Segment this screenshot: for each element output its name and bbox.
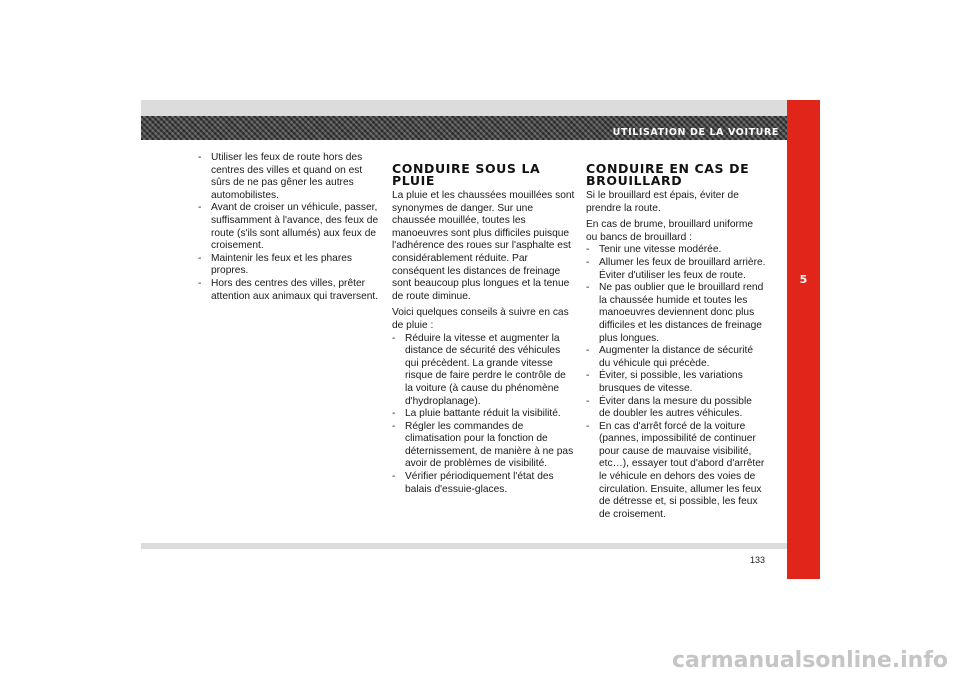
list-item: - Tenir une vitesse modérée.	[586, 244, 766, 257]
section-title: UTILISATION DE LA VOITURE	[612, 127, 779, 138]
list-item: - La pluie battante réduit la visibilité.	[392, 408, 576, 421]
headlight-tips-list	[198, 152, 380, 303]
chapter-number: 5	[799, 273, 808, 286]
rain-heading: CONDUIRE SOUS LA PLUIE	[392, 161, 541, 188]
footer-line	[141, 543, 787, 549]
list-item: - Utiliser les feux de route hors des centres des villes et quand on est sûrs de ne pas gêner les autres automobilistes.	[198, 152, 380, 202]
list-item: - Éviter, si possible, les variations brusques de vitesse.	[586, 370, 766, 395]
fog-tips-list	[586, 244, 766, 521]
list-item: - Éviter dans la mesure du possible de doubler les autres véhicules.	[586, 396, 766, 421]
list-item: - Hors des centres des villes, prêter attention aux animaux qui traversent.	[198, 278, 380, 303]
chapter-tab	[787, 100, 820, 579]
list-item: - Régler les commandes de climatisation pour la fonction de déternissement, de manière à ne pas avoir de problèmes de visibilité.	[392, 421, 576, 471]
list-item: - Avant de croiser un véhicule, passer, suffisamment à l'avance, des feux de route (s'ils sont allumés) aux feux de croisement.	[198, 202, 380, 252]
fog-paragraph-1: Si le brouillard est épais, éviter de prendre la route.	[586, 190, 739, 214]
page-number: 133	[749, 555, 765, 565]
rain-paragraph-1: La pluie et les chaussées mouillées sont synonymes de danger. Sur une chaussée mouillée, toutes les manoeuvres sont plus difficiles puisque l'adhérence des roues sur l'asphalte est considérablement réduite. Par conséquent les distances de freinage sont beaucoup plus longues et la tenue de route diminue.	[392, 190, 575, 302]
rain-paragraph-2: Voici quelques conseils à suivre en cas de pluie :	[392, 307, 569, 331]
header-top-strip	[141, 100, 787, 116]
column-2	[392, 163, 576, 496]
list-item: - En cas d'arrêt forcé de la voiture (pannes, impossibilité de continuer pour cause de mauvaise visibilité, etc…), essayer tout d'abord d'arrêter le véhicule en dehors des voies de circulation. Ensuite, allumer les feux de détresse et, si possible, les feux de croisement.	[586, 421, 766, 522]
fog-heading: CONDUIRE EN CAS DE BROUILLARD	[586, 161, 750, 188]
watermark: carmanualsonline.info	[672, 648, 948, 673]
list-item: - Vérifier périodiquement l'état des balais d'essuie-glaces.	[392, 471, 576, 496]
list-item: - Augmenter la distance de sécurité du véhicule qui précède.	[586, 345, 766, 370]
rain-tips-list	[392, 333, 576, 497]
list-item: - Allumer les feux de brouillard arrière. Éviter d'utiliser les feux de route.	[586, 257, 766, 282]
column-1	[198, 152, 380, 303]
fog-paragraph-2: En cas de brume, brouillard uniforme ou bancs de brouillard :	[586, 219, 754, 243]
column-3	[586, 163, 766, 521]
list-item: - Réduire la vitesse et augmenter la distance de sécurité des véhicules qui précèdent. La grande vitesse risque de faire perdre le contrôle de la voiture (à cause du phénomène d'hydroplanage).	[392, 333, 576, 409]
list-item: - Maintenir les feux et les phares propres.	[198, 253, 380, 278]
list-item: - Ne pas oublier que le brouillard rend la chaussée humide et toutes les manoeuvres deviennent donc plus difficiles et les distances de freinage plus longues.	[586, 282, 766, 345]
